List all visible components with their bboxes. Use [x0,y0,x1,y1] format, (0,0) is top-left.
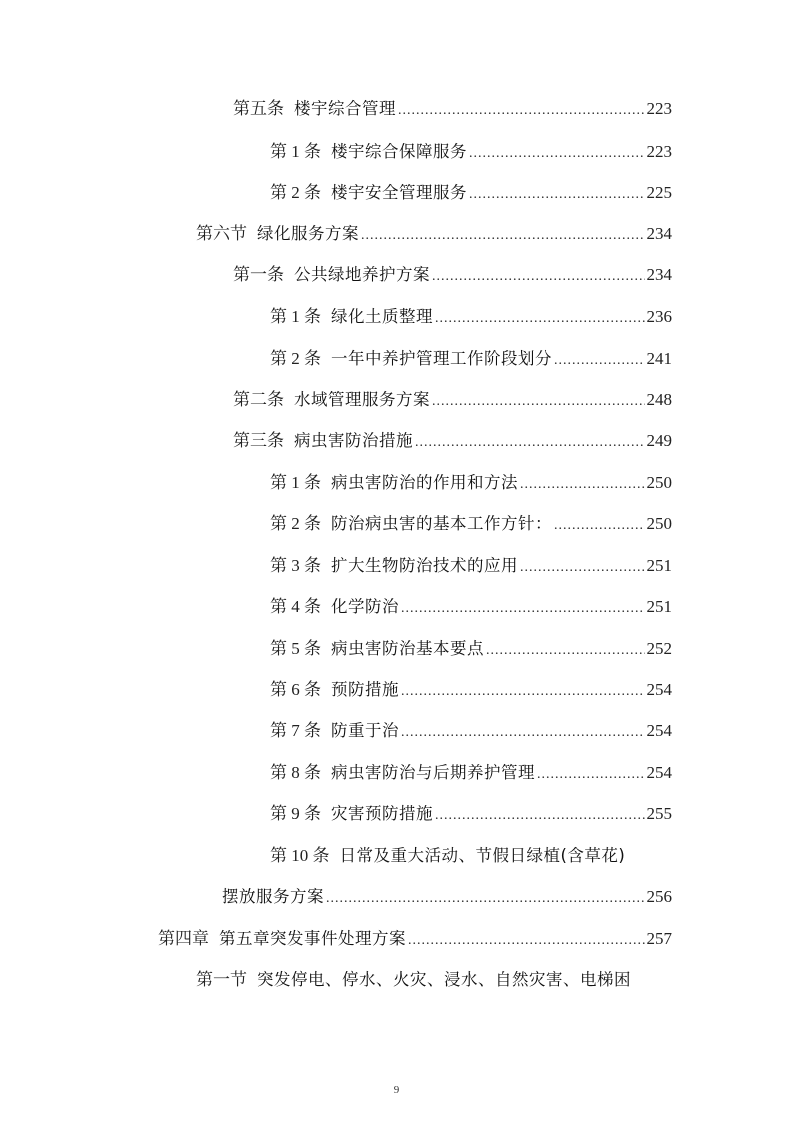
dot-leader [415,430,645,456]
toc-entry-title: 日常及重大活动、节假日绿植(含草花) [339,846,626,865]
toc-entry-number: 第二条 [233,390,284,409]
toc-entry-page: 225 [646,183,672,202]
toc-entry-title: 预防措施 [331,680,399,699]
toc-entry[interactable] [270,139,672,165]
dot-leader [554,348,645,374]
toc-entry-title: 化学防治 [331,597,399,616]
dot-leader [401,679,645,705]
dot-leader [520,472,645,498]
toc-entry-title: 公共绿地养护方案 [294,265,430,284]
page-number-footer: 9 [393,1084,400,1096]
toc-entry[interactable] [233,96,672,122]
toc-entry-page: 256 [646,887,672,906]
toc-entry[interactable] [270,801,672,827]
toc-entry-page: 254 [646,721,672,740]
toc-entry-number: 第 5 条 [270,639,321,658]
toc-entry-number: 第 9 条 [270,804,321,823]
toc-entry-number: 第 2 条 [270,514,321,533]
dot-leader [401,720,645,746]
toc-entry-page: 241 [646,349,672,368]
toc-entry-page: 251 [646,556,672,575]
toc-entry[interactable] [233,428,672,454]
toc-entry-number: 第 8 条 [270,763,321,782]
dot-leader [469,182,645,208]
toc-entry-title-continuation: 摆放服务方案 [222,887,324,906]
toc-entry[interactable] [270,594,672,620]
toc-entry[interactable] [270,180,672,206]
toc-entry-title: 防重于治 [331,721,399,740]
toc-entry-page: 252 [646,639,672,658]
toc-entry-number: 第 4 条 [270,597,321,616]
toc-entry-page: 254 [646,680,672,699]
toc-entry[interactable] [270,470,672,496]
toc-entry-title: 楼宇综合管理 [294,99,396,118]
toc-entry[interactable] [196,967,672,993]
toc-entry[interactable] [270,677,672,703]
toc-entry-page: 249 [646,431,672,450]
toc-entry-number: 第 10 条 [270,846,330,865]
toc-entry-number: 第四章 [158,929,209,948]
toc-entry-title: 病虫害防治的作用和方法 [331,473,518,492]
toc-entry-number: 第一条 [233,265,284,284]
toc-entry-page: 236 [646,307,672,326]
toc-entry[interactable] [270,553,672,579]
dot-leader [520,555,645,581]
toc-entry-number: 第 7 条 [270,721,321,740]
toc-entry-page: 251 [646,597,672,616]
toc-entry-title: 灾害预防措施 [331,804,433,823]
dot-leader [401,596,645,622]
dot-leader [554,513,645,539]
toc-entry-page: 255 [646,804,672,823]
toc-entry-title: 楼宇安全管理服务 [331,183,467,202]
toc-entry-title: 病虫害防治与后期养护管理 [331,763,535,782]
toc-entry-page: 254 [646,763,672,782]
dot-leader [432,264,645,290]
toc-entry-title: 病虫害防治基本要点 [331,639,484,658]
toc-entry-number: 第三条 [233,431,284,450]
dot-leader [435,306,645,332]
toc-entry-title: 防治病虫害的基本工作方针： [331,514,552,533]
toc-entry-title: 一年中养护管理工作阶段划分 [331,349,552,368]
toc-entry-page: 250 [646,473,672,492]
toc-entry[interactable] [196,221,672,247]
toc-entry-number: 第 3 条 [270,556,321,575]
toc-entry-number: 第 1 条 [270,473,321,492]
toc-entry-title: 病虫害防治措施 [294,431,413,450]
toc-entry[interactable] [233,262,672,288]
toc-entry-page: 248 [646,390,672,409]
toc-entry[interactable] [270,346,672,372]
toc-entry-continuation[interactable] [222,884,672,910]
toc-entry[interactable] [158,926,672,952]
toc-entry-number: 第 6 条 [270,680,321,699]
toc-entry-page: 234 [646,265,672,284]
dot-leader [469,141,645,167]
toc-entry-number: 第 2 条 [270,183,321,202]
toc-entry-number: 第 1 条 [270,307,321,326]
toc-entry-number: 第 1 条 [270,142,321,161]
dot-leader [398,98,645,124]
toc-entry-title: 水域管理服务方案 [294,390,430,409]
toc-entry-page: 223 [646,142,672,161]
toc-entry[interactable] [233,387,672,413]
toc-entry-number: 第一节 [196,970,247,989]
toc-entry-number: 第六节 [196,224,247,243]
toc-entry[interactable] [270,760,672,786]
toc-entry[interactable] [270,511,672,537]
toc-entry-title: 绿化服务方案 [257,224,359,243]
toc-entry[interactable] [270,718,672,744]
toc-entry-page: 234 [646,224,672,243]
toc-entry-title: 楼宇综合保障服务 [331,142,467,161]
dot-leader [486,638,645,664]
toc-entry-title: 突发停电、停水、火灾、浸水、自然灾害、电梯困 [257,970,631,989]
toc-entry-page: 223 [646,99,672,118]
toc-entry-multiline[interactable] [270,843,672,869]
dot-leader [435,803,645,829]
toc-entry-title: 第五章突发事件处理方案 [219,929,406,948]
toc-entry-number: 第五条 [233,99,284,118]
dot-leader [361,223,645,249]
dot-leader [537,762,645,788]
toc-entry-title: 扩大生物防治技术的应用 [331,556,518,575]
toc-entry-page: 257 [646,929,672,948]
toc-entry[interactable] [270,636,672,662]
toc-entry[interactable] [270,304,672,330]
dot-leader [326,886,645,912]
toc-entry-title: 绿化土质整理 [331,307,433,326]
dot-leader [432,389,645,415]
toc-entry-page: 250 [646,514,672,533]
toc-entry-number: 第 2 条 [270,349,321,368]
dot-leader [408,928,645,954]
